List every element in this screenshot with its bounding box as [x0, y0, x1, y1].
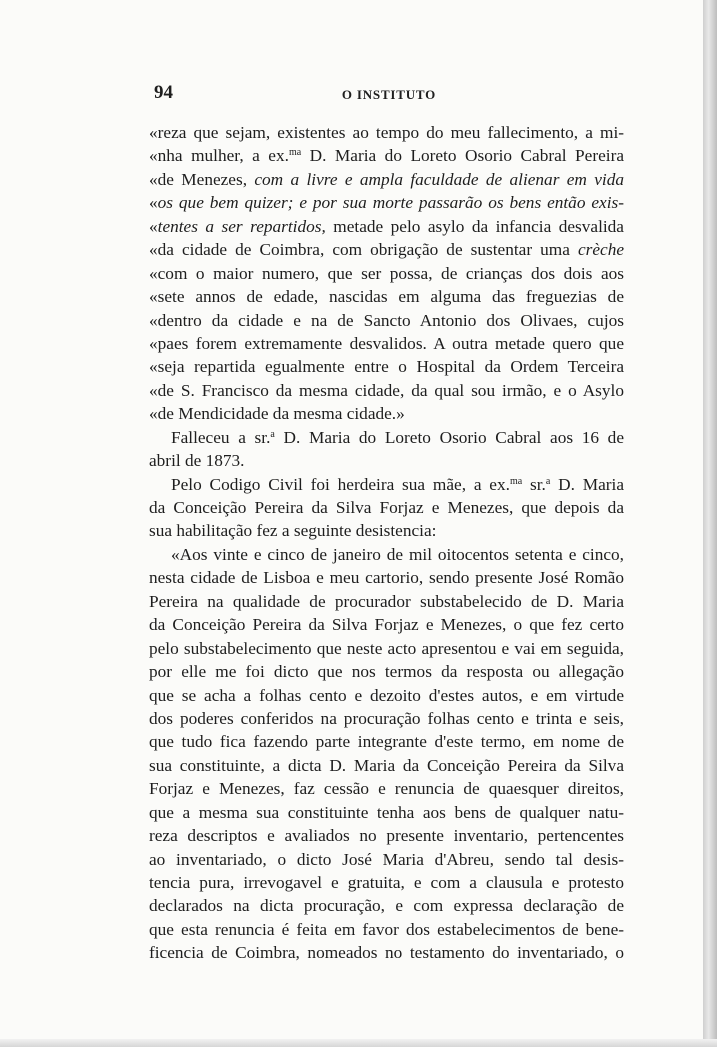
text-line — [149, 285, 624, 308]
text-line — [149, 168, 624, 191]
text-segment: sua constituinte, a dicta D. Maria da Conceição Pereira da Silva — [149, 755, 624, 775]
text-line — [149, 754, 624, 777]
italic-text: tentes a ser repartidos, — [157, 216, 326, 236]
superscript: ma — [288, 147, 302, 159]
text-line — [149, 801, 624, 824]
text-line — [149, 637, 624, 660]
text-line — [149, 730, 624, 753]
text-segment: ficencia de Coimbra, nomeados no testamento do inventariado, o — [149, 943, 624, 963]
italic-text: crèche — [577, 240, 624, 260]
text-segment: Forjaz e Menezes, faz cessão e renuncia de quaesquer direitos, — [149, 779, 624, 799]
text-segment: «de S. Francisco da mesma cidade, da qual sou irmão, e o Asylo — [149, 380, 624, 400]
text-segment: Pereira na qualidade de procurador substabelecido de D. Maria — [149, 591, 624, 611]
text-segment: «da cidade de Coimbra, com obrigação de sustentar uma — [149, 240, 578, 260]
text-line — [149, 191, 624, 214]
text-line — [149, 848, 624, 871]
text-segment: « — [149, 193, 158, 213]
text-line — [149, 215, 624, 238]
text-segment: D. Maria do Loreto Osorio Cabral Pereira — [301, 146, 624, 166]
italic-text: os que bem quizer; e por sua morte passarão os bens então exis- — [157, 193, 624, 213]
text-segment: tencia pura, irrevogavel e gratuita, e com a clausula e protesto — [149, 873, 624, 892]
text-line — [149, 590, 624, 613]
text-segment: abril de 1873. — [149, 451, 245, 471]
text-line — [149, 660, 624, 683]
text-segment: da Conceição Pereira da Silva Forjaz e Menezes, que depois da — [149, 498, 624, 517]
text-line — [149, 684, 624, 707]
text-segment: reza descriptos e avaliados no presente inventario, pertencentes — [149, 826, 624, 846]
running-title: O INSTITUTO — [341, 87, 437, 102]
text-line — [149, 473, 624, 496]
text-line — [149, 238, 624, 261]
superscript: ma — [509, 475, 523, 487]
text-segment: «sete annos de edade, nascidas em alguma das freguezias de — [149, 287, 624, 307]
page-edge-bottom — [0, 1039, 717, 1047]
superscript: a — [545, 475, 551, 487]
text-line — [149, 496, 624, 519]
text-segment: da Conceição Pereira da Silva Forjaz e Menezes, o que fez certo — [149, 615, 624, 635]
text-line — [149, 449, 624, 472]
text-segment: que a mesma sua constituinte tenha aos bens de qualquer natu- — [149, 802, 624, 822]
text-segment: metade pelo asylo da infancia desvalida — [325, 216, 624, 236]
text-segment: ao inventariado, o dicto José Maria d'Abreu, sendo tal desis- — [149, 849, 624, 869]
text-segment: nesta cidade de Lisboa e meu cartorio, sendo presente José Romão — [149, 568, 624, 588]
text-segment: que se acha a folhas cento e dezoito d'estes autos, e em virtude — [149, 685, 624, 705]
text-line — [149, 402, 624, 425]
text-line — [149, 707, 624, 730]
text-line — [149, 309, 624, 332]
text-line — [149, 379, 624, 402]
text-line — [149, 144, 624, 167]
text-line — [149, 941, 624, 964]
text-segment: declarados na dicta procuração, e com expressa declaração de — [149, 896, 624, 916]
superscript: a — [270, 428, 275, 440]
text-segment: que tudo fica fazendo parte integrante d'este termo, em nome de — [149, 732, 624, 752]
text-line — [149, 332, 624, 355]
text-line — [149, 543, 624, 566]
text-segment: que esta renuncia é feita em favor dos estabelecimentos de bene- — [149, 919, 624, 939]
text-segment: «nha mulher, a ex. — [149, 146, 289, 166]
text-line — [149, 426, 624, 449]
text-segment: «reza que sejam, existentes ao tempo do meu fallecimento, a mi- — [149, 123, 624, 142]
text-segment: por elle me foi dicto que nos termos da resposta ou allegação — [149, 662, 624, 682]
text-line — [149, 566, 624, 589]
text-line — [149, 262, 624, 285]
text-line — [149, 918, 624, 941]
text-segment: dos poderes conferidos na procuração folhas cento e trinta e seis, — [149, 708, 624, 728]
text-line — [149, 894, 624, 917]
text-segment: sua habilitação fez a seguinte desistencia: — [149, 521, 437, 541]
italic-text: com a livre e ampla faculdade de alienar em vida — [254, 169, 624, 189]
text-segment: «seja repartida egualmente entre o Hospital da Ordem Terceira — [149, 357, 624, 377]
text-line — [149, 824, 624, 847]
text-segment: «paes forem extremamente desvalidos. A outra metade quero que — [149, 333, 624, 353]
text-line — [149, 871, 624, 894]
text-line — [149, 613, 624, 636]
text-segment: «com o maior numero, que ser possa, de crianças dos dois aos — [149, 263, 624, 283]
text-segment: « — [149, 216, 158, 236]
text-segment: D. Maria — [550, 474, 624, 494]
text-segment: sr. — [522, 474, 546, 494]
text-segment: «de Mendicidade da mesma cidade.» — [149, 404, 405, 424]
text-segment: «Aos vinte e cinco de janeiro de mil oitocentos setenta e cinco, — [171, 544, 624, 564]
text-line — [149, 355, 624, 378]
text-segment: pelo substabelecimento que neste acto apresentou e vai em seguida, — [149, 638, 624, 658]
page-header — [154, 82, 624, 106]
text-line — [149, 519, 624, 542]
text-line — [149, 777, 624, 800]
text-segment: Pelo Codigo Civil foi herdeira sua mãe, a ex. — [171, 474, 510, 494]
text-segment: D. Maria do Loreto Osorio Cabral aos 16 de — [274, 427, 624, 447]
page-edge-right — [703, 0, 717, 1047]
page-number: 94 — [154, 82, 173, 103]
text-segment: «dentro da cidade e na de Sancto Antonio dos Olivaes, cujos — [149, 310, 624, 330]
body-text — [149, 121, 624, 965]
text-segment: «de Menezes, — [149, 169, 255, 189]
text-line — [149, 121, 624, 144]
text-segment: Falleceu a sr. — [171, 427, 271, 447]
